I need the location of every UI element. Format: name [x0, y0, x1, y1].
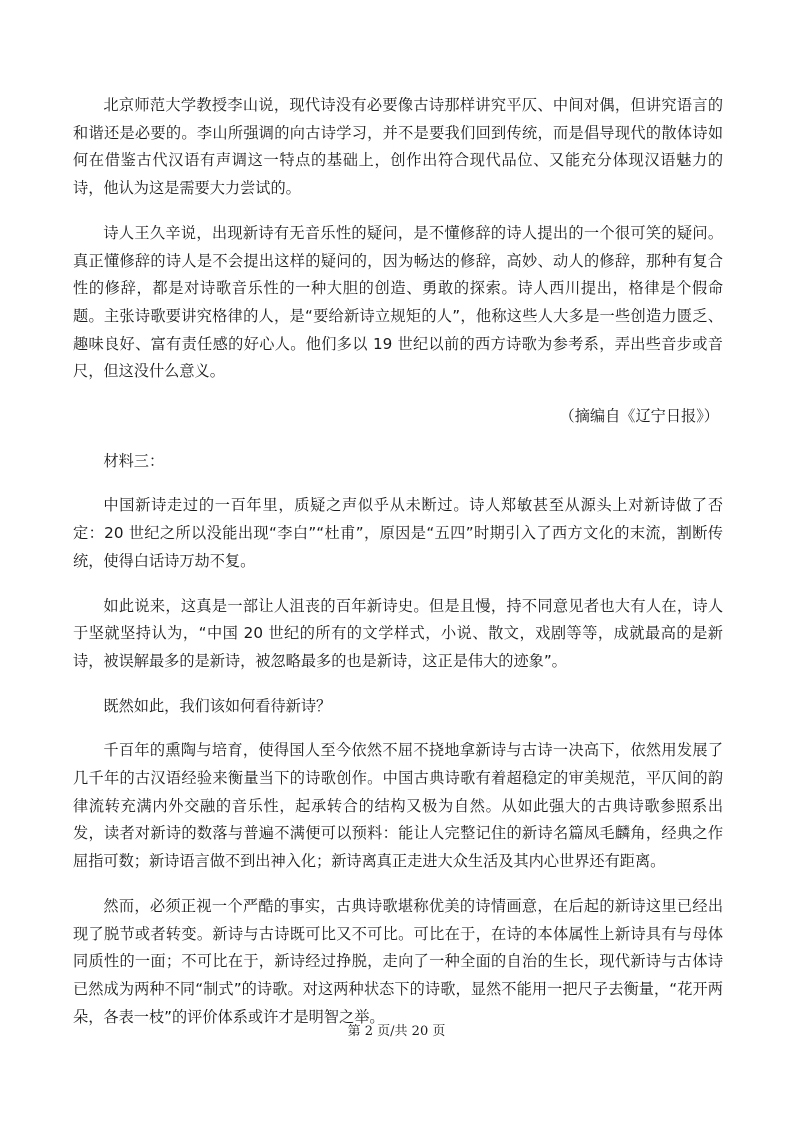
- paragraph-wang-jiuxin: 诗人王久辛说，出现新诗有无音乐性的疑问，是不懂修辞的诗人提出的一个很可笑的疑问。真正懂修辞的诗人是不会提出这样的疑问的，因为畅达的修辞，高妙、动人的修辞，那种有复合性的修辞，都是对诗歌音乐性的一种大胆的创造、勇敢的探索。诗人西川提出，格律是个假命题。主张诗歌要讲究格律的人，是“要给新诗立规矩的人”，他称这些人大多是一些创造力匮乏、趣味良好、富有责任感的好心人。他们多以 19 世纪以前的西方诗歌为参考系，弄出些音步或音尺，但这没什么意义。: [73, 223, 723, 381]
- paragraph-classical-comparison: 千百年的熏陶与培育，使得国人至今依然不屈不挠地拿新诗与古诗一决高下，依然用发展了几千年的古汉语经验来衡量当下的诗歌创作。中国古典诗歌有着超稳定的审美规范，平仄间的韵律流转充满内外交融的音乐性，起承转合的结构又极为自然。从如此强大的古典诗歌参照系出发，读者对新诗的数落与普遍不满便可以预料：能让人完整记住的新诗名篇凤毛麟角，经典之作屈指可数；新诗语言做不到出神入化；新诗离真正走进大众生活及其内心世界还有距离。: [73, 741, 723, 871]
- paragraph-conclusion: 然而，必须正视一个严酷的事实，古典诗歌堪称优美的诗情画意，在后起的新诗这里已经出现了脱节或者转变。新诗与古诗既可比又不可比。可比在于，在诗的本体属性上新诗具有与母体同质性的一面；不可比在于，新诗经过挣脱，走向了一种全面的自治的生长，现代新诗与古体诗已然成为两种不同“制式”的诗歌。对这两种状态下的诗歌，显然不能用一把尺子去衡量，“花开两朵，各表一枝”的评价体系或许才是明智之举。: [73, 896, 723, 1026]
- paragraph-zheng-min: 中国新诗走过的一百年里，质疑之声似乎从未断过。诗人郑敏甚至从源头上对新诗做了否定：20 世纪之所以没能出现“李白”“杜甫”，原因是“五四”时期引入了西方文化的末流，割断传统，使得白话诗万劫不复。: [73, 496, 723, 570]
- article-body: [73, 92, 723, 1031]
- paragraph-question: 既然如此，我们该如何看待新诗？: [103, 696, 332, 715]
- page-footer: 第 2 页/共 20 页: [347, 1024, 446, 1039]
- paragraph-yu-jian: 如此说来，这真是一部让人沮丧的百年新诗史。但是且慢，持不同意见者也大有人在，诗人于坚就坚持认为，“中国 20 世纪的所有的文学样式，小说、散文，戏剧等等，成就最高的是新诗，被误解最多的是新诗，被忽略最多的也是新诗，这正是伟大的迹象”。: [73, 596, 723, 670]
- section-label: 材料三：: [103, 451, 165, 470]
- paragraph-li-shan: 北京师范大学教授李山说，现代诗没有必要像古诗那样讲究平仄、中间对偶，但讲究语言的和谐还是必要的。李山所强调的向古诗学习，并不是要我们回到传统，而是倡导现代的散体诗如何在借鉴古代汉语有声调这一特点的基础上，创作出符合现代品位、又能充分体现汉语魅力的诗，他认为这是需要大力尝试的。: [73, 96, 723, 198]
- source-citation: （摘编自《辽宁日报》）: [559, 407, 719, 426]
